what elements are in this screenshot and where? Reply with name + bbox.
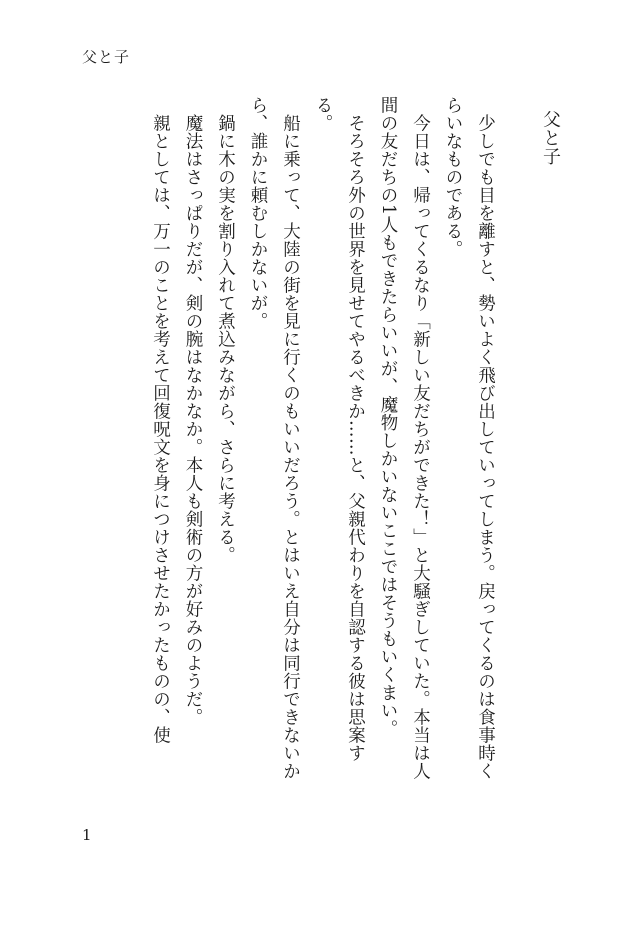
- vertical-text-body: [66, 96, 566, 796]
- chapter-title: 父と子: [540, 110, 561, 166]
- page-number: 1: [82, 826, 92, 844]
- paragraph: 親としては、万一のことを考えて回復呪文を身につけさせたかったものの、使: [150, 113, 171, 744]
- running-header: 父と子: [82, 48, 131, 66]
- paragraph: 船に乗って、大陸の街を見に行くのもいいだろう。とはいえ自分は同行できないから、誰かに頼むしかないが。: [248, 96, 301, 780]
- paragraph: 少しでも目を離すと、勢いよく飛び出していってしまう。戻ってくるのは食事時くらいなものである。: [443, 96, 496, 780]
- paragraph: 魔法はさっぱりだが、剣の腕はなかなか。本人も剣術の方が好みのようだ。: [183, 113, 203, 726]
- paragraph: 鍋に木の実を割り入れて煮込みながら、さらに考える。: [215, 113, 236, 564]
- paragraph: 今日は、帰ってくるなり「新しい友だちができた！」と大騒ぎしていた。本当は人間の友だちの1人もできたらいいが、魔物しかいないここではそうもいくまい。: [378, 96, 431, 780]
- paragraph: そろそろ外の世界を見せてやるべきか……と、父親代わりを自認する彼は思案する。: [313, 96, 366, 762]
